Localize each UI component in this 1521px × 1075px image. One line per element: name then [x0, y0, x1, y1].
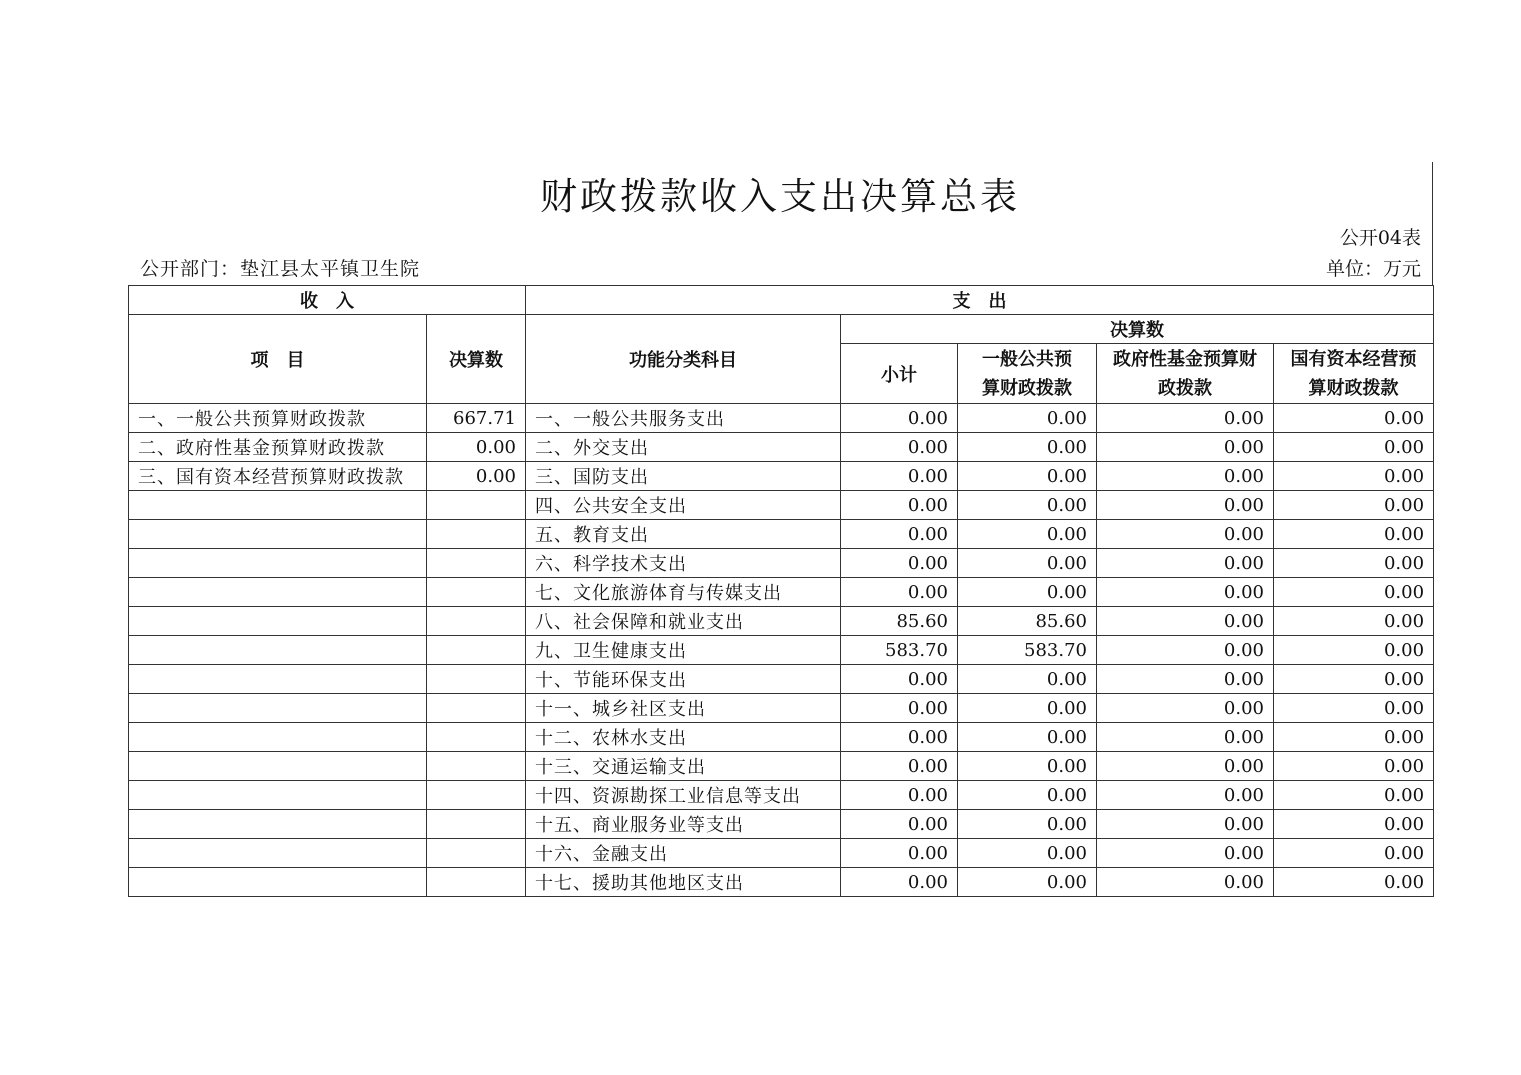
subtotal-cell: 0.00	[841, 694, 958, 723]
table-row	[129, 636, 1434, 665]
general-budget-cell: 0.00	[958, 781, 1097, 810]
table-row	[129, 520, 1434, 549]
state-capital-cell: 0.00	[1274, 665, 1434, 694]
table-row	[129, 868, 1434, 897]
table-row	[129, 607, 1434, 636]
subtotal-cell: 0.00	[841, 839, 958, 868]
income-amount-cell: 667.71	[427, 404, 526, 433]
subtotal-cell: 0.00	[841, 752, 958, 781]
gov-fund-cell: 0.00	[1097, 839, 1274, 868]
category-cell: 七、文化旅游体育与传媒支出	[526, 578, 841, 607]
gov-fund-cell: 0.00	[1097, 752, 1274, 781]
state-capital-cell: 0.00	[1274, 694, 1434, 723]
income-item-cell	[129, 781, 427, 810]
table-row	[129, 839, 1434, 868]
subtotal-header: 小计	[841, 344, 958, 404]
category-cell: 十五、商业服务业等支出	[526, 810, 841, 839]
general-budget-cell: 0.00	[958, 578, 1097, 607]
category-cell: 八、社会保障和就业支出	[526, 607, 841, 636]
subtotal-cell: 0.00	[841, 549, 958, 578]
category-cell: 十四、资源勘探工业信息等支出	[526, 781, 841, 810]
state-capital-cell: 0.00	[1274, 433, 1434, 462]
subtotal-cell: 0.00	[841, 520, 958, 549]
income-item-cell	[129, 549, 427, 578]
general-budget-cell: 583.70	[958, 636, 1097, 665]
table-row	[129, 694, 1434, 723]
table-row	[129, 810, 1434, 839]
header-row-2	[129, 315, 1434, 344]
income-item-cell	[129, 607, 427, 636]
state-capital-cell: 0.00	[1274, 781, 1434, 810]
state-capital-cell: 0.00	[1274, 462, 1434, 491]
income-amount-cell	[427, 549, 526, 578]
income-item-cell	[129, 578, 427, 607]
income-header: 收 入	[129, 286, 526, 315]
header-row-1	[129, 286, 1434, 315]
table-row	[129, 781, 1434, 810]
state-capital-cell: 0.00	[1274, 549, 1434, 578]
category-cell: 三、国防支出	[526, 462, 841, 491]
subtotal-cell: 0.00	[841, 868, 958, 897]
category-cell: 五、教育支出	[526, 520, 841, 549]
general-budget-cell: 85.60	[958, 607, 1097, 636]
general-budget-cell: 0.00	[958, 433, 1097, 462]
income-amount-cell	[427, 781, 526, 810]
income-amount-cell	[427, 810, 526, 839]
general-budget-cell: 0.00	[958, 868, 1097, 897]
table-row	[129, 462, 1434, 491]
gov-fund-cell: 0.00	[1097, 810, 1274, 839]
general-budget-cell: 0.00	[958, 694, 1097, 723]
table-row	[129, 752, 1434, 781]
budget-table	[128, 285, 1434, 897]
gov-fund-cell: 0.00	[1097, 549, 1274, 578]
expenditure-header: 支 出	[526, 286, 1434, 315]
income-amount-cell	[427, 839, 526, 868]
income-item-cell	[129, 636, 427, 665]
income-item-cell: 二、政府性基金预算财政拨款	[129, 433, 427, 462]
subtotal-cell: 0.00	[841, 665, 958, 694]
income-item-cell	[129, 752, 427, 781]
income-amount-cell	[427, 694, 526, 723]
gov-fund-cell: 0.00	[1097, 636, 1274, 665]
category-cell: 十六、金融支出	[526, 839, 841, 868]
subtotal-cell: 0.00	[841, 723, 958, 752]
general-budget-cell: 0.00	[958, 810, 1097, 839]
subtotal-cell: 0.00	[841, 491, 958, 520]
state-capital-cell: 0.00	[1274, 810, 1434, 839]
income-amount-cell	[427, 636, 526, 665]
general-budget-cell: 0.00	[958, 665, 1097, 694]
income-item-cell: 三、国有资本经营预算财政拨款	[129, 462, 427, 491]
income-item-cell	[129, 520, 427, 549]
table-row	[129, 665, 1434, 694]
income-item-cell: 一、一般公共预算财政拨款	[129, 404, 427, 433]
table-row	[129, 578, 1434, 607]
state-capital-header: 国有资本经营预算财政拨款	[1274, 344, 1434, 404]
category-cell: 十三、交通运输支出	[526, 752, 841, 781]
gov-fund-cell: 0.00	[1097, 462, 1274, 491]
gov-fund-cell: 0.00	[1097, 433, 1274, 462]
income-item-cell	[129, 810, 427, 839]
income-amount-cell	[427, 491, 526, 520]
gov-fund-header: 政府性基金预算财政拨款	[1097, 344, 1274, 404]
general-budget-cell: 0.00	[958, 491, 1097, 520]
state-capital-cell: 0.00	[1274, 491, 1434, 520]
gov-fund-cell: 0.00	[1097, 404, 1274, 433]
table-row	[129, 404, 1434, 433]
income-amount-cell	[427, 665, 526, 694]
department-label: 公开部门：垫江县太平镇卫生院	[140, 258, 421, 280]
category-cell: 十二、农林水支出	[526, 723, 841, 752]
category-cell: 六、科学技术支出	[526, 549, 841, 578]
table-row	[129, 433, 1434, 462]
income-item-cell	[129, 665, 427, 694]
gov-fund-cell: 0.00	[1097, 491, 1274, 520]
table-row	[129, 491, 1434, 520]
state-capital-cell: 0.00	[1274, 868, 1434, 897]
income-amount-cell: 0.00	[427, 462, 526, 491]
final-amount-header: 决算数	[427, 315, 526, 404]
state-capital-cell: 0.00	[1274, 839, 1434, 868]
category-cell: 二、外交支出	[526, 433, 841, 462]
subtotal-cell: 0.00	[841, 433, 958, 462]
state-capital-cell: 0.00	[1274, 520, 1434, 549]
gov-fund-cell: 0.00	[1097, 868, 1274, 897]
income-item-cell	[129, 839, 427, 868]
category-cell: 十一、城乡社区支出	[526, 694, 841, 723]
subtotal-cell: 0.00	[841, 781, 958, 810]
income-item-cell	[129, 694, 427, 723]
subtotal-cell: 85.60	[841, 607, 958, 636]
category-cell: 十七、援助其他地区支出	[526, 868, 841, 897]
gov-fund-cell: 0.00	[1097, 607, 1274, 636]
category-cell: 一、一般公共服务支出	[526, 404, 841, 433]
form-number: 公开04表	[1339, 227, 1421, 249]
state-capital-cell: 0.00	[1274, 752, 1434, 781]
table-row	[129, 549, 1434, 578]
general-budget-cell: 0.00	[958, 839, 1097, 868]
income-item-cell	[129, 868, 427, 897]
subtotal-cell: 0.00	[841, 404, 958, 433]
general-budget-cell: 0.00	[958, 549, 1097, 578]
function-category-header: 功能分类科目	[526, 315, 841, 404]
category-cell: 九、卫生健康支出	[526, 636, 841, 665]
income-amount-cell	[427, 723, 526, 752]
page-title: 财政拨款收入支出决算总表	[540, 175, 1020, 218]
category-cell: 四、公共安全支出	[526, 491, 841, 520]
income-amount-cell	[427, 752, 526, 781]
income-amount-cell	[427, 607, 526, 636]
gov-fund-cell: 0.00	[1097, 578, 1274, 607]
general-budget-cell: 0.00	[958, 462, 1097, 491]
state-capital-cell: 0.00	[1274, 723, 1434, 752]
state-capital-cell: 0.00	[1274, 404, 1434, 433]
gov-fund-cell: 0.00	[1097, 781, 1274, 810]
state-capital-cell: 0.00	[1274, 607, 1434, 636]
general-budget-cell: 0.00	[958, 723, 1097, 752]
income-amount-cell	[427, 520, 526, 549]
income-amount-cell	[427, 578, 526, 607]
general-budget-cell: 0.00	[958, 752, 1097, 781]
general-budget-cell: 0.00	[958, 404, 1097, 433]
general-budget-cell: 0.00	[958, 520, 1097, 549]
category-cell: 十、节能环保支出	[526, 665, 841, 694]
gov-fund-cell: 0.00	[1097, 520, 1274, 549]
income-item-cell	[129, 491, 427, 520]
gov-fund-cell: 0.00	[1097, 665, 1274, 694]
state-capital-cell: 0.00	[1274, 636, 1434, 665]
subtotal-cell: 0.00	[841, 578, 958, 607]
item-header: 项 目	[129, 315, 427, 404]
income-amount-cell: 0.00	[427, 433, 526, 462]
income-amount-cell	[427, 868, 526, 897]
subtotal-cell: 0.00	[841, 810, 958, 839]
subtotal-cell: 0.00	[841, 462, 958, 491]
general-budget-header: 一般公共预算财政拨款	[958, 344, 1097, 404]
subtotal-cell: 583.70	[841, 636, 958, 665]
final-group-header: 决算数	[841, 315, 1434, 344]
state-capital-cell: 0.00	[1274, 578, 1434, 607]
gov-fund-cell: 0.00	[1097, 694, 1274, 723]
gov-fund-cell: 0.00	[1097, 723, 1274, 752]
income-item-cell	[129, 723, 427, 752]
table-row	[129, 723, 1434, 752]
unit-label: 单位：万元	[1325, 258, 1421, 280]
